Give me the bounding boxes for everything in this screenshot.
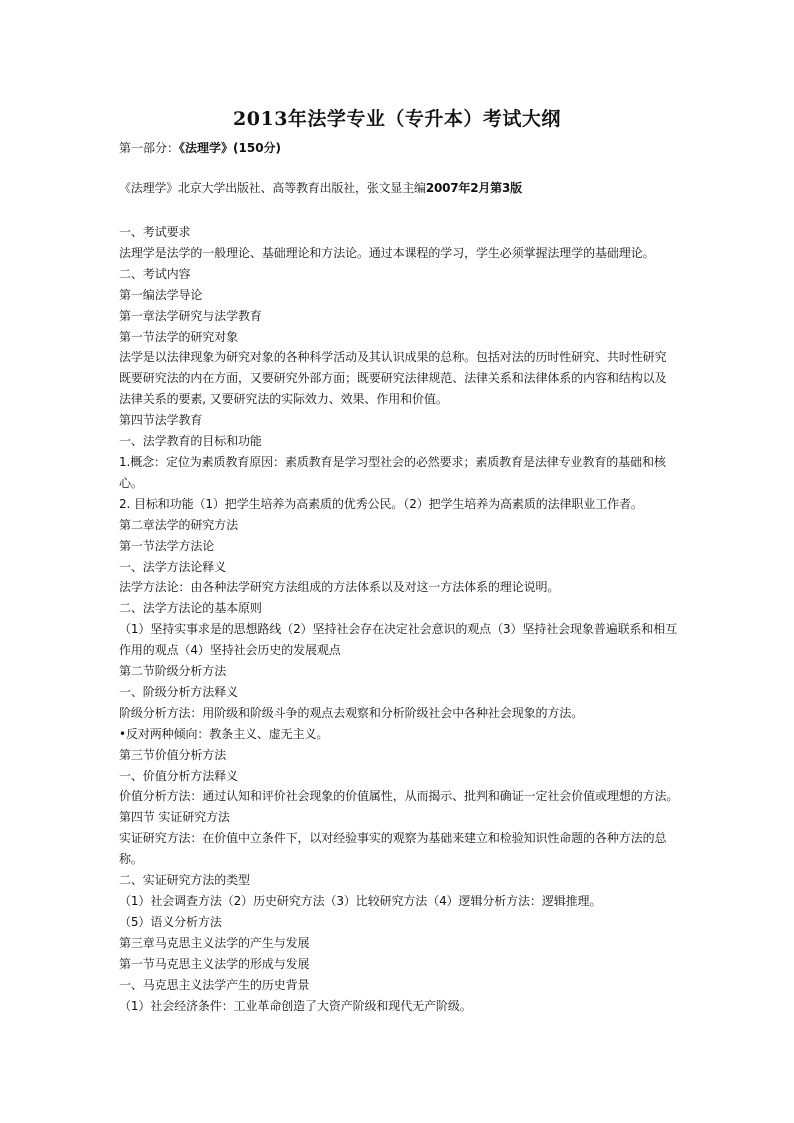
body-line: 实证研究方法：在价值中立条件下，以对经验事实的观察为基础来建立和检验知识性命题的各种方法的总 [119, 831, 667, 846]
body-line: 第一编法学导论 [119, 287, 203, 302]
body-line: 第三章马克思主义法学的产生与发展 [119, 935, 310, 950]
body-line: 既要研究法的内在方面，又要研究外部方面；既要研究法律规范、法律关系和法律体系的内容和结构以及 [119, 371, 667, 386]
body-line: 第二章法学的研究方法 [119, 517, 239, 532]
body-line: 第四节法学教育 [119, 413, 203, 428]
body-line: 第二节阶级分析方法 [119, 664, 227, 679]
body-line: 二、实证研究方法的类型 [119, 873, 250, 888]
body-line: （5）语义分析方法 [119, 914, 222, 929]
body-line: 第一节马克思主义法学的形成与发展 [119, 956, 310, 971]
textbook-source [119, 180, 522, 196]
body-line: 作用的观点（4）坚持社会历史的发展观点 [119, 643, 341, 658]
body-line: 称。 [119, 852, 143, 867]
body-line: 价值分析方法：通过认知和评价社会现象的价值属性，从而揭示、批判和确证一定社会价值或理想的方法。 [119, 789, 679, 804]
body-line: 阶级分析方法：用阶级和阶级斗争的观点去观察和分析阶级社会中各种社会现象的方法。 [119, 705, 584, 720]
body-line: 法律关系的要素, 又要研究法的实际效力、效果、作用和价值。 [119, 392, 448, 407]
body-line: 第一节法学的研究对象 [119, 329, 239, 344]
body-line: 第一节法学方法论 [119, 538, 215, 553]
document-title: 2013年法学专业（专升本）考试大纲 [233, 108, 561, 130]
body-line: 1.概念：定位为素质教育原因：素质教育是学习型社会的必然要求；素质教育是法律专业教育的基础和核 [119, 454, 666, 469]
part-prefix: 第一部分： [119, 141, 180, 155]
body-line: 法理学是法学的一般理论、基础理论和方法论。通过本课程的学习，学生必须掌握法理学的基础理论。 [119, 245, 655, 260]
body-line: 第一章法学研究与法学教育 [119, 308, 262, 323]
body-line: 2. 目标和功能（1）把学生培养为高素质的优秀公民。（2）把学生培养为高素质的法律职业工作者。 [119, 496, 643, 511]
body-line: （1）坚持实事求是的思想路线（2）坚持社会存在决定社会意识的观点（3）坚持社会现象普遍联系和相互 [119, 622, 678, 637]
body-line: 第三节价值分析方法 [119, 747, 227, 762]
part-title: 《法理学》(150分) [179, 141, 282, 155]
body-line: 一、法学方法论释义 [119, 559, 227, 574]
document-body [119, 222, 679, 1016]
body-line: 一、价值分析方法释义 [119, 768, 239, 783]
body-line: 法学方法论：由各种法学研究方法组成的方法体系以及对这一方法体系的理论说明。 [119, 580, 560, 595]
body-line: 一、阶级分析方法释义 [119, 684, 239, 699]
body-line: •反对两种倾向：教条主义、虚无主义。 [119, 726, 329, 741]
body-line: 第四节 实证研究方法 [119, 810, 230, 825]
body-line: 二、法学方法论的基本原则 [119, 601, 262, 616]
source-edition: 2007年2月第3版 [425, 181, 522, 195]
body-line: （1）社会经济条件：工业革命创造了大资产阶级和现代无产阶级。 [119, 998, 472, 1013]
body-line: 法学是以法律现象为研究对象的各种科学活动及其认识成果的总称。包括对法的历时性研究、共时性研究 [119, 350, 667, 365]
body-line: 一、法学教育的目标和功能 [119, 434, 262, 449]
part-heading [119, 140, 281, 156]
body-line: 一、马克思主义法学产生的历史背景 [119, 977, 310, 992]
body-line: （1）社会调查方法（2）历史研究方法（3）比较研究方法（4）逻辑分析方法：逻辑推理。 [119, 894, 602, 908]
body-line: 心。 [119, 475, 143, 490]
body-line: 二、考试内容 [119, 266, 191, 281]
source-main: 《法理学》北京大学出版社、高等教育出版社，张文显主编 [119, 181, 426, 195]
body-line: 一、考试要求 [119, 225, 191, 239]
